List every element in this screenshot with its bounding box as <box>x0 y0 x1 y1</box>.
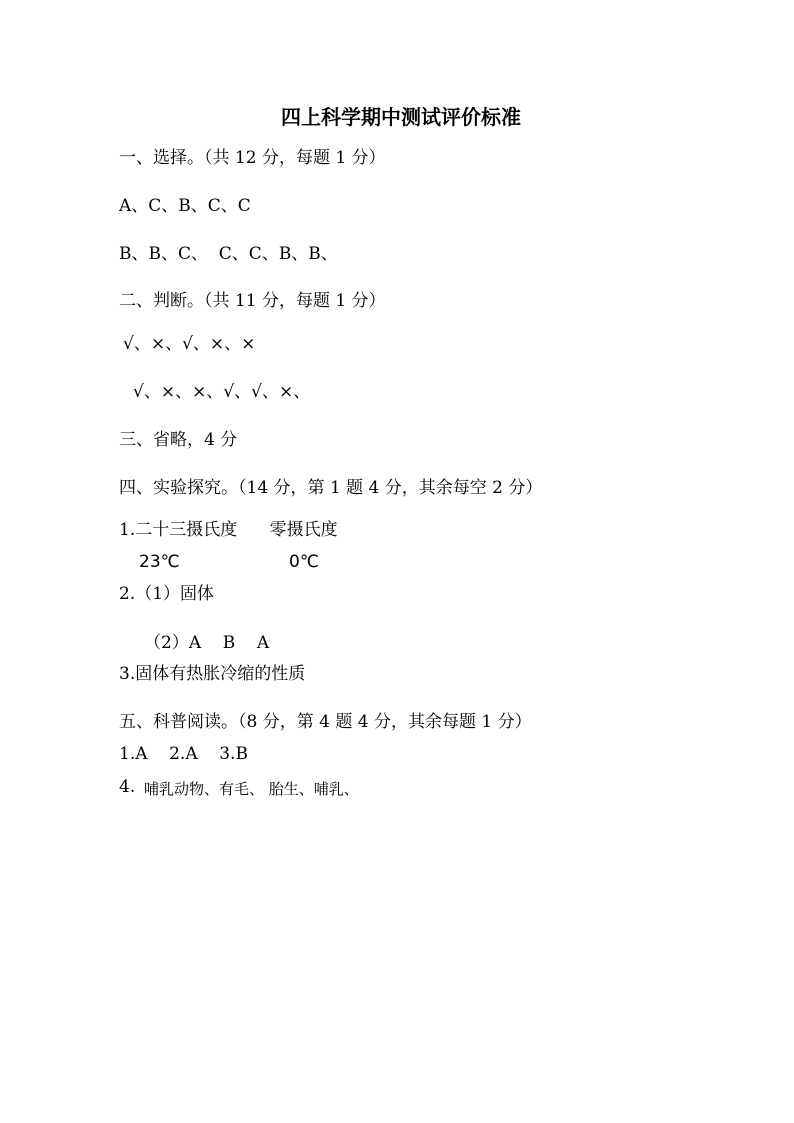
section-4-heading: 四、实验探究。（14 分，第 1 题 4 分，其余每空 2 分） <box>119 478 543 498</box>
section-4-item-1-value-b: 0℃ <box>289 552 319 572</box>
section-4-item-2-part-1: 2.（1）固体 <box>119 584 215 604</box>
section-5-item-4-answer: 哺乳动物、有毛、 胎生、哺乳、 <box>144 780 359 798</box>
section-5-item-4-number: 4. <box>119 777 136 797</box>
section-2-answers-row-2: √、×、×、√、√、×、 <box>133 382 311 402</box>
section-1-heading: 一、选择。（共 12 分，每题 1 分） <box>119 148 386 168</box>
section-2-heading: 二、判断。（共 11 分，每题 1 分） <box>119 291 386 311</box>
section-5-items-1-3: 1.A 2.A 3.B <box>119 744 248 764</box>
section-5-heading: 五、科普阅读。（8 分，第 4 题 4 分，其余每题 1 分） <box>119 712 532 732</box>
section-4-item-1: 1.二十三摄氏度 零摄氏度 <box>119 520 338 540</box>
section-4-item-1-value-a: 23℃ <box>139 552 180 572</box>
section-2-answers-row-1: √、×、√、×、× <box>123 334 256 354</box>
section-4-item-3: 3.固体有热胀冷缩的性质 <box>119 664 306 684</box>
document-title: 四上科学期中测试评价标准 <box>281 105 521 129</box>
section-4-item-2-part-2: （2）A B A <box>144 633 270 653</box>
section-3-heading: 三、省略，4 分 <box>119 430 238 450</box>
section-1-answers-row-1: A、C、B、C、C <box>119 196 251 216</box>
section-1-answers-row-2: B、B、C、 C、C、B、B、 <box>119 244 338 264</box>
